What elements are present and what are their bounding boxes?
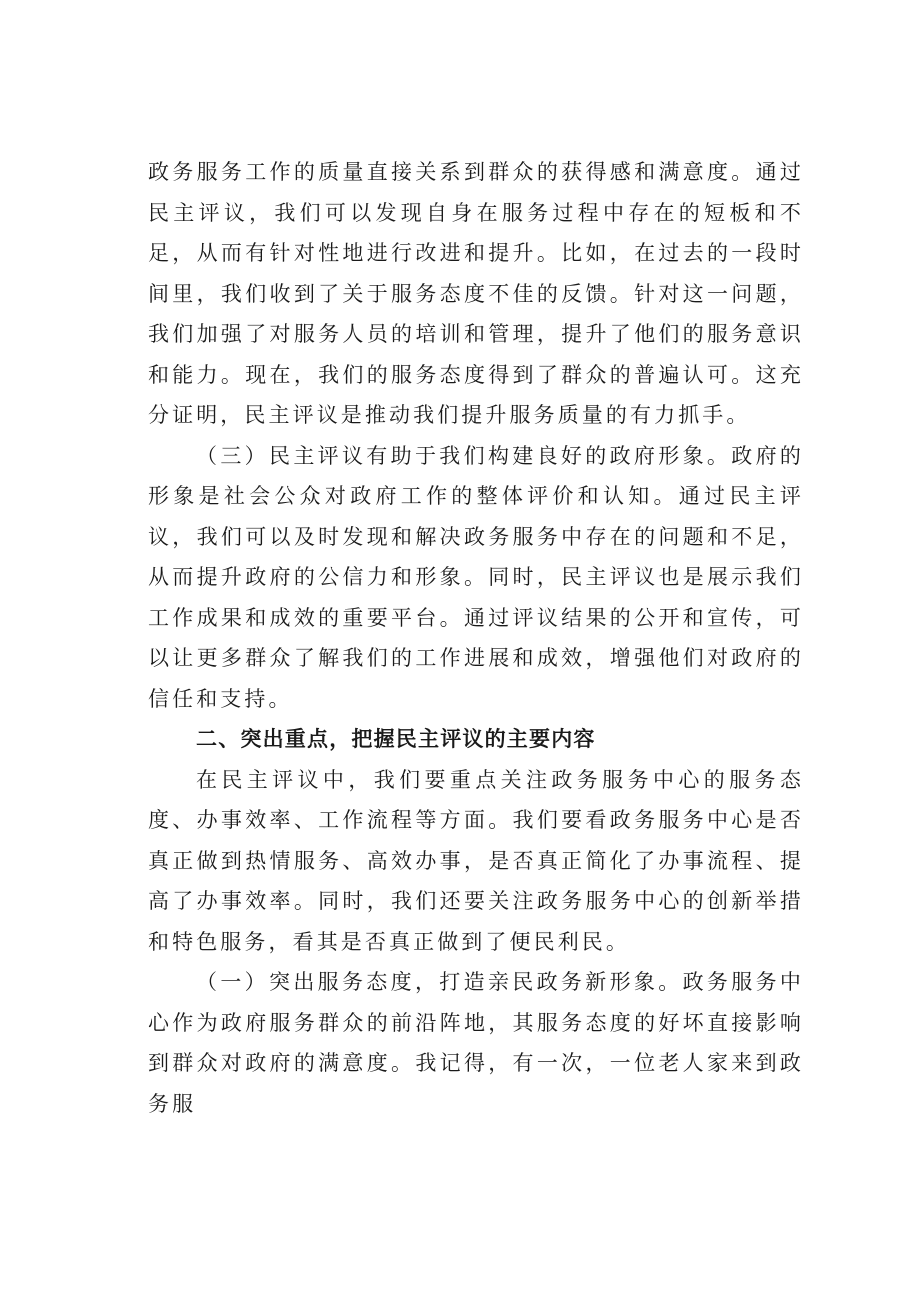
section-heading: 二、突出重点，把握民主评议的主要内容 (196, 727, 596, 751)
body-paragraph: （三）民主评议有助于我们构建良好的政府形象。政府的形象是社会公众对政府工作的整体评价和认知。通过民主评议，我们可以及时发现和解决政务服务中存在的问题和不足，从而提升政府的公信力和形象。同时，民主评议也是展示我们工作成果和成效的重要平台。通过评议结果的公开和宣传，可以让更多群众了解我们的工作进展和成效，增强他们对政府的信任和支持。 (148, 443, 804, 711)
body-paragraph: 在民主评议中，我们要重点关注政务服务中心的服务态度、办事效率、工作流程等方面。我们要看政务服务中心是否真正做到热情服务、高效办事，是否真正简化了办事流程、提高了办事效率。同时，我们还要关注政务服务中心的创新举措和特色服务，看其是否真正做到了便民利民。 (148, 767, 804, 954)
body-paragraph: 政务服务工作的质量直接关系到群众的获得感和满意度。通过民主评议，我们可以发现自身在服务过程中存在的短板和不足，从而有针对性地进行改进和提升。比如，在过去的一段时间里，我们收到了关于服务态度不佳的反馈。针对这一问题，我们加强了对服务人员的培训和管理，提升了他们的服务意识和能力。现在，我们的服务态度得到了群众的普遍认可。这充分证明，民主评议是推动我们提升服务质量的有力抓手。 (148, 160, 804, 427)
body-paragraph: （一）突出服务态度，打造亲民政务新形象。政务服务中心作为政府服务群众的前沿阵地，其服务态度的好坏直接影响到群众对政府的满意度。我记得，有一次，一位老人家来到政务服 (148, 970, 804, 1116)
document-page (148, 152, 804, 1124)
